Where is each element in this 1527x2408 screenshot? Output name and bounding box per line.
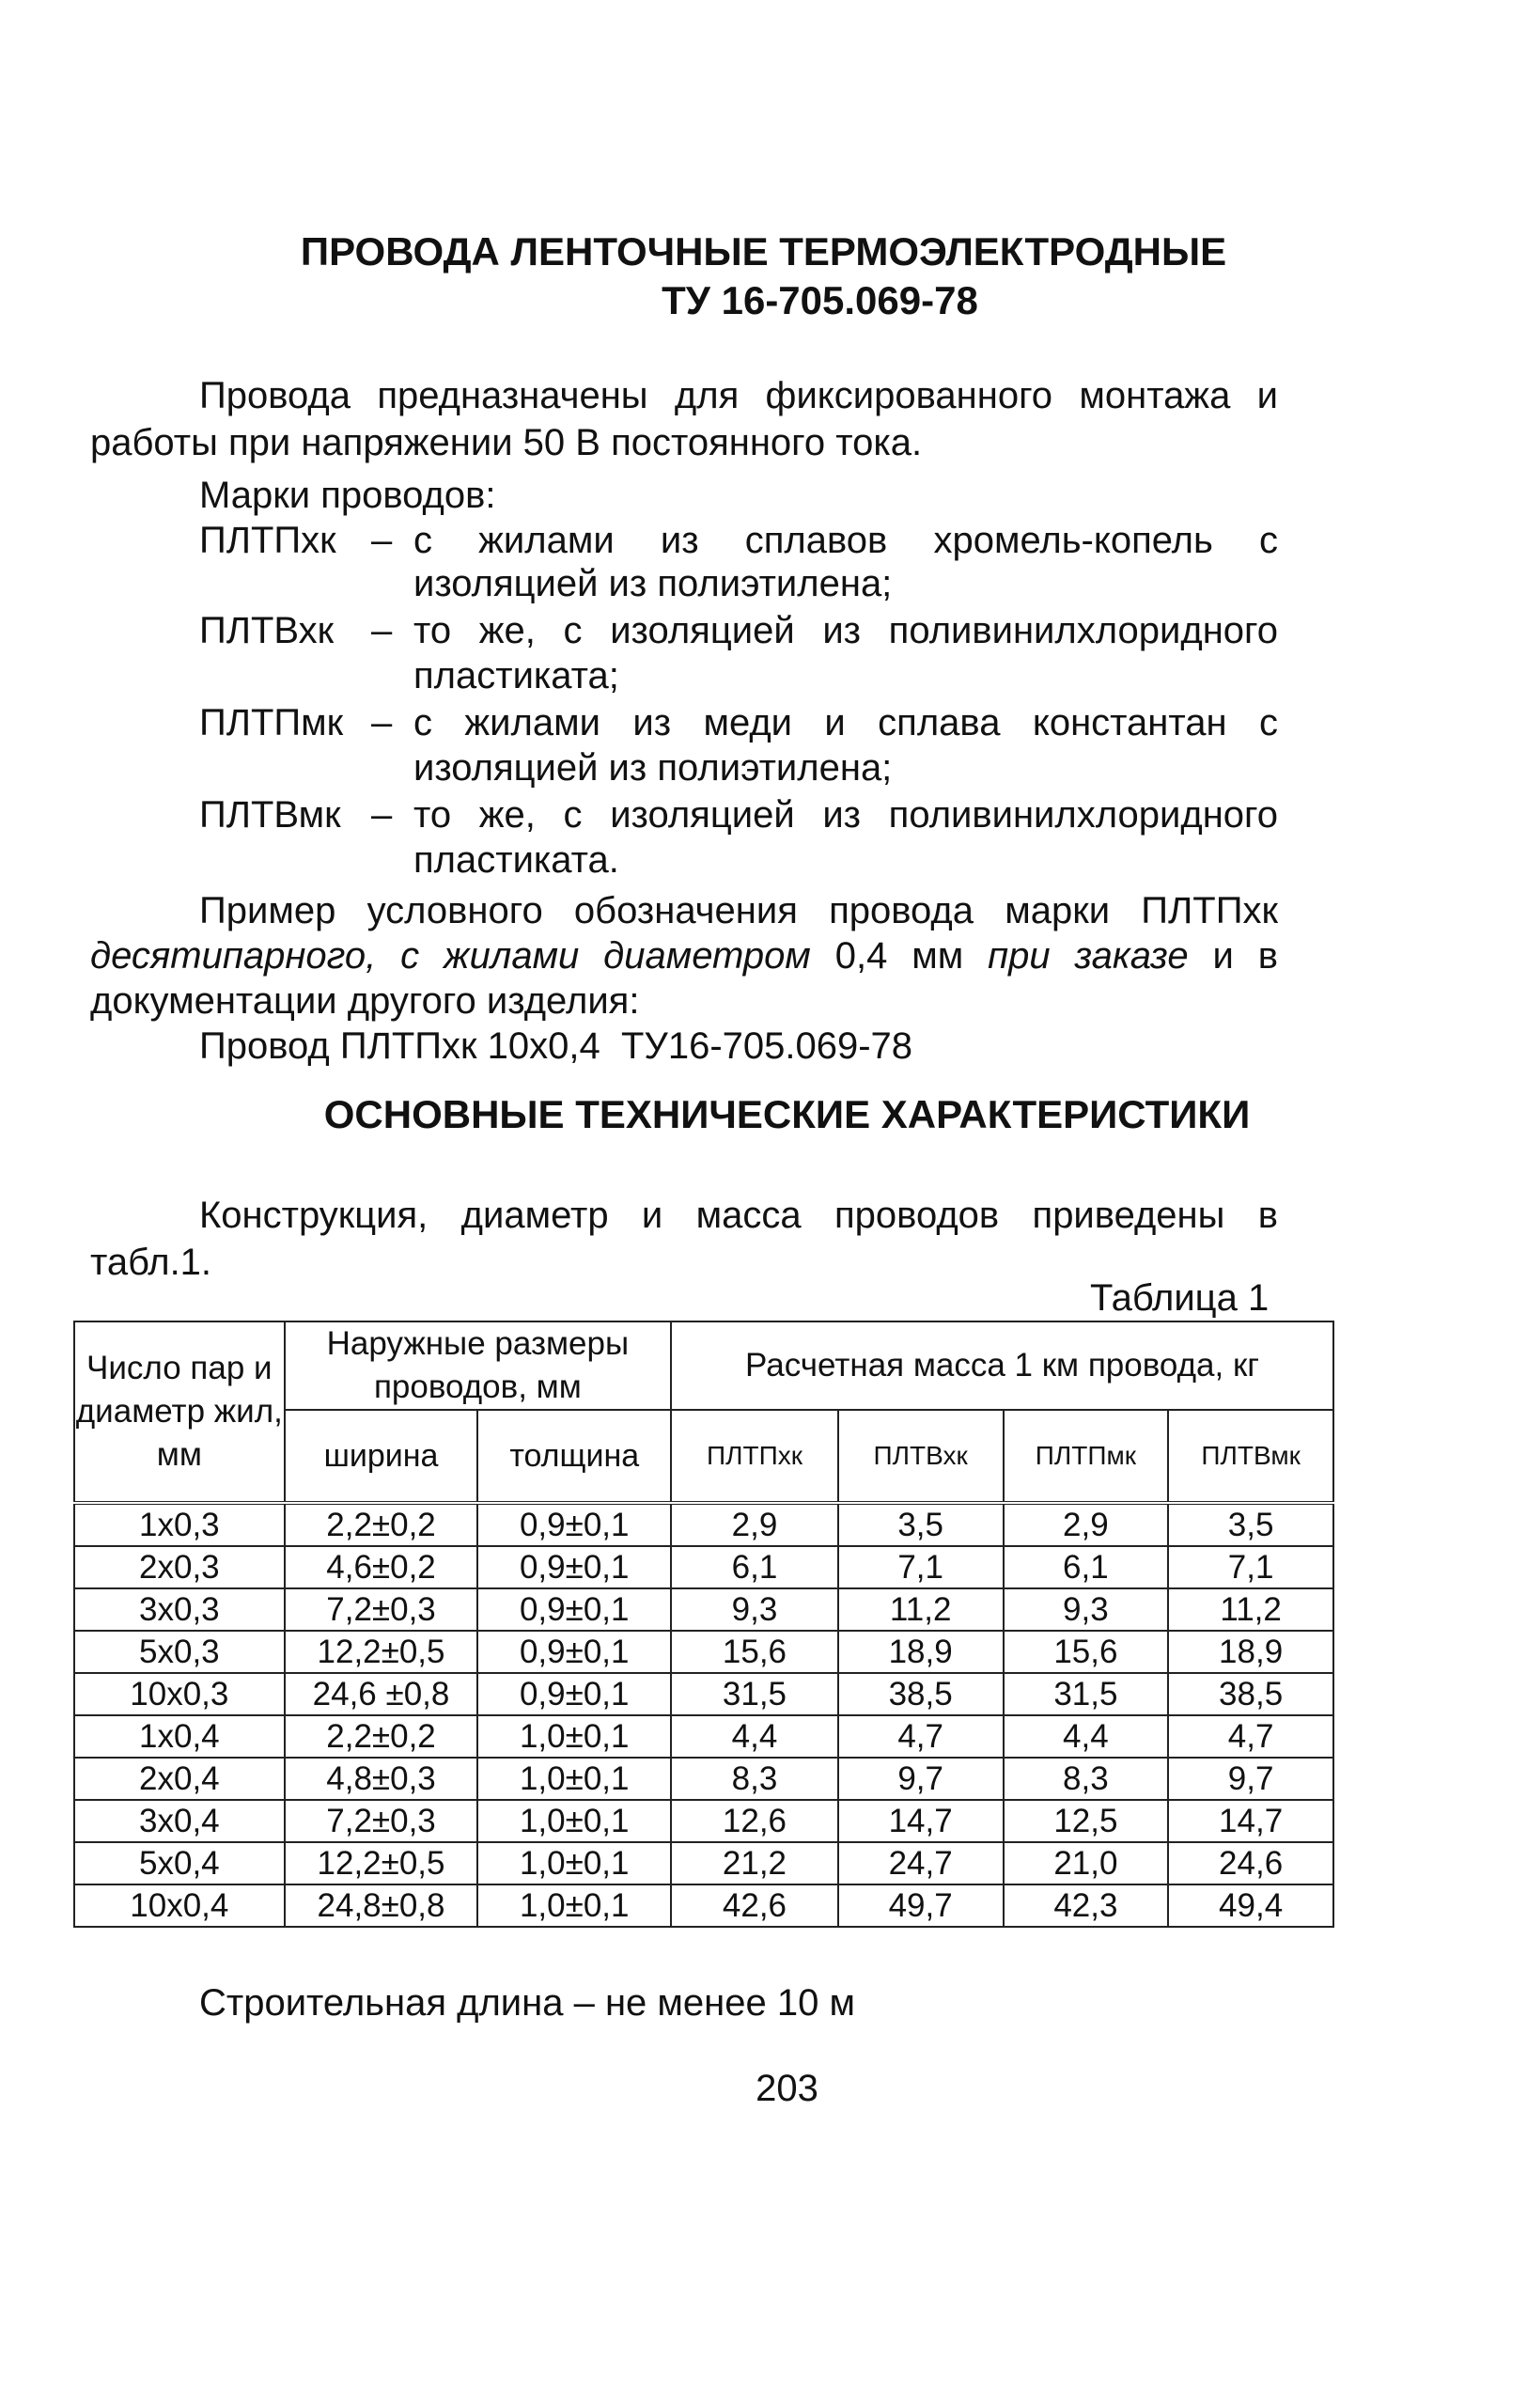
table-cell: 24,6 ±0,8 bbox=[285, 1673, 478, 1715]
table-cell: 2х0,4 bbox=[74, 1758, 285, 1800]
mark-code: ПЛТПмк bbox=[199, 702, 344, 743]
table-cell: 2,9 bbox=[671, 1503, 838, 1546]
mark-dash: – bbox=[371, 520, 393, 561]
example-italic-a: десятипарного, с жилами диаметром bbox=[90, 935, 811, 977]
table-cell: 15,6 bbox=[671, 1631, 838, 1673]
table-cell: 4,4 bbox=[671, 1715, 838, 1758]
table-cell: 1,0±0,1 bbox=[477, 1800, 671, 1842]
characteristics-table bbox=[73, 1321, 1334, 1928]
example-diameter: 0,4 мм bbox=[834, 935, 964, 977]
table-cell: 24,7 bbox=[838, 1842, 1004, 1884]
table-cell: 1,0±0,1 bbox=[477, 1758, 671, 1800]
section-line-1: Конструкция, диаметр и масса проводов приведены в bbox=[199, 1195, 1278, 1236]
table-row bbox=[74, 1884, 1333, 1927]
mark-description-cont: изоляцией из полиэтилена; bbox=[413, 563, 893, 604]
mark-description: с жилами из сплавов хромель-копель с bbox=[413, 520, 1278, 561]
table-cell: 8,3 bbox=[1004, 1758, 1169, 1800]
table-cell: 2,2±0,2 bbox=[285, 1503, 478, 1546]
table-cell: 18,9 bbox=[1168, 1631, 1333, 1673]
table-row bbox=[74, 1673, 1333, 1715]
mark-dash: – bbox=[371, 794, 393, 836]
mark-code: ПЛТПхк bbox=[199, 520, 336, 561]
table-cell: 49,4 bbox=[1168, 1884, 1333, 1927]
table-cell: 7,1 bbox=[1168, 1546, 1333, 1588]
table-cell: 31,5 bbox=[1004, 1673, 1169, 1715]
table-cell: 24,6 bbox=[1168, 1842, 1333, 1884]
table-cell: 24,8±0,8 bbox=[285, 1884, 478, 1927]
page-number: 203 bbox=[756, 2068, 818, 2109]
example-designation: Провод ПЛТПхк 10х0,4 ТУ16-705.069-78 bbox=[199, 1025, 913, 1067]
mark-code: ПЛТВмк bbox=[199, 794, 341, 836]
mark-description: то же, с изоляцией из поливинилхлоридного bbox=[413, 794, 1278, 836]
table-row bbox=[74, 1503, 1333, 1546]
table-cell: 12,2±0,5 bbox=[285, 1842, 478, 1884]
table-row bbox=[74, 1546, 1333, 1588]
table-cell: 21,0 bbox=[1004, 1842, 1169, 1884]
section-line-2: табл.1. bbox=[90, 1242, 212, 1283]
table-cell: 18,9 bbox=[838, 1631, 1004, 1673]
header-calculated-mass: Расчетная масса 1 км провода, кг bbox=[671, 1321, 1333, 1410]
mark-description: с жилами из меди и сплава константан с bbox=[413, 702, 1278, 743]
header-pltpmk: ПЛТПмк bbox=[1004, 1410, 1169, 1503]
table-cell: 0,9±0,1 bbox=[477, 1503, 671, 1546]
header-pltvhk: ПЛТВхк bbox=[838, 1410, 1004, 1503]
header-pltphk: ПЛТПхк bbox=[671, 1410, 838, 1503]
table-cell: 12,2±0,5 bbox=[285, 1631, 478, 1673]
example-line-1: Пример условного обозначения провода марки ПЛТПхк bbox=[199, 890, 1278, 931]
mark-dash: – bbox=[371, 702, 393, 743]
header-pltvmk: ПЛТВмк bbox=[1168, 1410, 1333, 1503]
table-cell: 15,6 bbox=[1004, 1631, 1169, 1673]
table-cell: 2,9 bbox=[1004, 1503, 1169, 1546]
table-cell: 0,9±0,1 bbox=[477, 1673, 671, 1715]
table-cell: 1,0±0,1 bbox=[477, 1842, 671, 1884]
table-cell: 4,4 bbox=[1004, 1715, 1169, 1758]
table-cell: 3,5 bbox=[1168, 1503, 1333, 1546]
table-row bbox=[74, 1800, 1333, 1842]
table-cell: 42,6 bbox=[671, 1884, 838, 1927]
table-cell: 4,7 bbox=[838, 1715, 1004, 1758]
example-line-3: документации другого изделия: bbox=[90, 980, 640, 1022]
table-cell: 12,5 bbox=[1004, 1800, 1169, 1842]
table-cell: 9,3 bbox=[1004, 1588, 1169, 1631]
table-cell: 2,2±0,2 bbox=[285, 1715, 478, 1758]
mark-description-cont: изоляцией из полиэтилена; bbox=[413, 747, 893, 789]
table-cell: 11,2 bbox=[838, 1588, 1004, 1631]
mark-code: ПЛТВхк bbox=[199, 610, 335, 651]
example-italic-b: при заказе bbox=[988, 935, 1189, 977]
mark-description-cont: пластиката. bbox=[413, 839, 619, 881]
table-cell: 1,0±0,1 bbox=[477, 1884, 671, 1927]
header-outer-dimensions: Наружные размеры проводов, мм bbox=[285, 1321, 671, 1410]
table-cell: 38,5 bbox=[838, 1673, 1004, 1715]
table-cell: 4,8±0,3 bbox=[285, 1758, 478, 1800]
header-width: ширина bbox=[285, 1410, 478, 1503]
table-cell: 14,7 bbox=[1168, 1800, 1333, 1842]
intro-line-2: работы при напряжении 50 В постоянного тока. bbox=[90, 422, 923, 463]
table-cell: 0,9±0,1 bbox=[477, 1588, 671, 1631]
table-cell: 21,2 bbox=[671, 1842, 838, 1884]
table-caption: Таблица 1 bbox=[1090, 1277, 1270, 1319]
length-note: Строительная длина – не менее 10 м bbox=[199, 1982, 855, 2024]
table-cell: 2х0,3 bbox=[74, 1546, 285, 1588]
table-cell: 1,0±0,1 bbox=[477, 1715, 671, 1758]
table-cell: 4,7 bbox=[1168, 1715, 1333, 1758]
table-cell: 38,5 bbox=[1168, 1673, 1333, 1715]
table-cell: 8,3 bbox=[671, 1758, 838, 1800]
table-cell: 4,6±0,2 bbox=[285, 1546, 478, 1588]
table-cell: 3х0,4 bbox=[74, 1800, 285, 1842]
table-cell: 10х0,4 bbox=[74, 1884, 285, 1927]
table-cell: 3,5 bbox=[838, 1503, 1004, 1546]
table-cell: 42,3 bbox=[1004, 1884, 1169, 1927]
table-cell: 9,3 bbox=[671, 1588, 838, 1631]
table-cell: 7,1 bbox=[838, 1546, 1004, 1588]
header-pairs-diameter: Число пар и диаметр жил, мм bbox=[74, 1321, 285, 1503]
table-cell: 1х0,3 bbox=[74, 1503, 285, 1546]
header-thickness: толщина bbox=[477, 1410, 671, 1503]
table-cell: 0,9±0,1 bbox=[477, 1631, 671, 1673]
table-row bbox=[74, 1631, 1333, 1673]
table-cell: 11,2 bbox=[1168, 1588, 1333, 1631]
example-line-2 bbox=[90, 932, 1278, 979]
table-cell: 14,7 bbox=[838, 1800, 1004, 1842]
table-cell: 10х0,3 bbox=[74, 1673, 285, 1715]
table-row bbox=[74, 1758, 1333, 1800]
marks-label: Марки проводов: bbox=[199, 475, 496, 516]
table-cell: 0,9±0,1 bbox=[477, 1546, 671, 1588]
table-cell: 12,6 bbox=[671, 1800, 838, 1842]
table-row bbox=[74, 1715, 1333, 1758]
table-cell: 6,1 bbox=[1004, 1546, 1169, 1588]
mark-description-cont: пластиката; bbox=[413, 655, 619, 696]
section-title: ОСНОВНЫЕ ТЕХНИЧЕСКИЕ ХАРАКТЕРИСТИКИ bbox=[323, 1092, 1251, 1136]
table-cell: 7,2±0,3 bbox=[285, 1588, 478, 1631]
table-cell: 49,7 bbox=[838, 1884, 1004, 1927]
table-cell: 3х0,3 bbox=[74, 1588, 285, 1631]
table-row bbox=[74, 1588, 1333, 1631]
table-cell: 6,1 bbox=[671, 1546, 838, 1588]
table-cell: 5х0,3 bbox=[74, 1631, 285, 1673]
table-cell: 1х0,4 bbox=[74, 1715, 285, 1758]
document-standard: ТУ 16-705.069-78 bbox=[662, 278, 978, 322]
document-title: ПРОВОДА ЛЕНТОЧНЫЕ ТЕРМОЭЛЕКТРОДНЫЕ bbox=[300, 229, 1227, 274]
table-cell: 31,5 bbox=[671, 1673, 838, 1715]
table-cell: 7,2±0,3 bbox=[285, 1800, 478, 1842]
mark-description: то же, с изоляцией из поливинилхлоридного bbox=[413, 610, 1278, 651]
example-line-2-end: и в bbox=[1212, 935, 1278, 977]
table-row bbox=[74, 1842, 1333, 1884]
table-cell: 9,7 bbox=[838, 1758, 1004, 1800]
intro-line-1: Провода предназначены для фиксированного монтажа и bbox=[199, 375, 1278, 416]
table-cell: 9,7 bbox=[1168, 1758, 1333, 1800]
mark-dash: – bbox=[371, 610, 393, 651]
table-cell: 5х0,4 bbox=[74, 1842, 285, 1884]
